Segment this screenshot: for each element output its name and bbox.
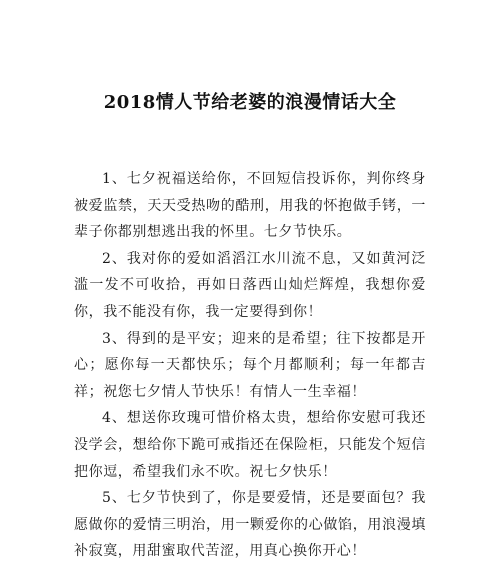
paragraph-3: 3、得到的是平安；迎来的是希望；往下按都是开心；愿你每一天都快乐；每个月都顺利；每一年都吉祥；祝您七夕情人节快乐！有情人一生幸福！ [74, 330, 426, 400]
document-body [74, 166, 426, 565]
paragraph-1: 1、七夕祝福送给你，不回短信投诉你，判你终身被爱监禁，天天受热吻的酷刑，用我的怀抱做手铐，一辈子你都别想逃出我的怀里。七夕节快乐。 [74, 171, 426, 241]
document-title: 2018情人节给老婆的浪漫情话大全 [103, 92, 397, 113]
paragraph-4: 4、想送你玫瑰可惜价格太贵，想给你安慰可我还没学会，想给你下跪可戒指还在保险柜，只能发个短信把你逗，希望我们永不吹。祝七夕快乐！ [74, 410, 426, 480]
paragraph-5: 5、七夕节快到了，你是要爱情，还是要面包？我愿做你的爱情三明治，用一颗爱你的心做馅，用浪漫填补寂寞，用甜蜜取代苦涩，用真心换你开心！ [74, 490, 426, 560]
paragraph-2: 2、我对你的爱如滔滔江水川流不息，又如黄河泛滥一发不可收拾，再如日落西山灿烂辉煌，我想你爱你，我不能没有你，我一定要得到你！ [74, 250, 426, 320]
